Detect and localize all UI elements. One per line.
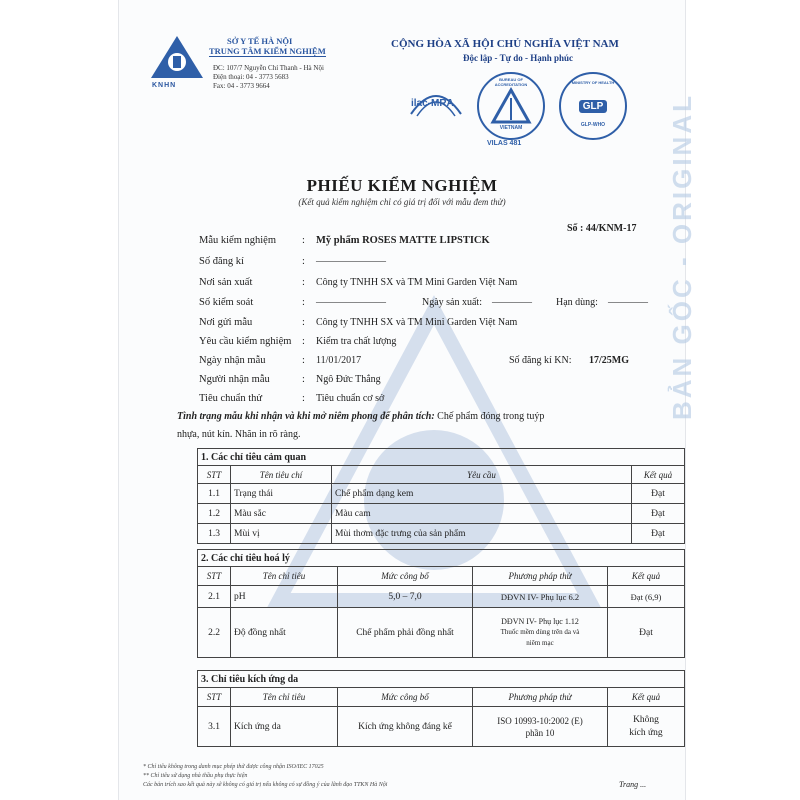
org-phone: Điện thoại: 04 - 3773 5683 (213, 73, 289, 81)
field-value: Mỹ phẩm ROSES MATTE LIPSTICK (316, 235, 490, 246)
page-title: PHIẾU KIỂM NGHIỆM (306, 176, 498, 195)
field-value: ——————— (316, 297, 386, 308)
cell-result: Đạt (632, 484, 685, 504)
field-colon: : (302, 355, 305, 366)
table-header: Kết quả (632, 466, 685, 484)
cell-result: Đạt (6,9) (608, 586, 685, 608)
table-row (198, 608, 685, 658)
cell-result: Đạt (632, 504, 685, 524)
table-row (198, 586, 685, 608)
table-header: STT (198, 567, 231, 586)
table-row (198, 707, 685, 747)
table-header: Tên chỉ tiêu (231, 688, 338, 707)
table-header: Tên tiêu chí (231, 466, 332, 484)
cell-method (473, 707, 608, 747)
field-colon: : (302, 393, 305, 404)
org-fax: Fax: 04 - 3773 9664 (213, 82, 270, 90)
field-value: Công ty TNHH SX và TM Mini Garden Việt Nam (316, 277, 518, 288)
table-header: Mức công bố (338, 567, 473, 586)
cell-requirement: Mùi thơm đặc trưng của sản phẩm (332, 524, 632, 544)
glp-label: GLP (579, 100, 608, 113)
glp-inner-label: GLP-WHO (580, 122, 606, 128)
condition-text2: nhựa, nút kín. Nhãn in rõ ràng. (177, 429, 301, 440)
section2-title: 2. Các chỉ tiêu hoá lý (198, 550, 685, 567)
section1-title: 1. Các chỉ tiêu cảm quan (198, 449, 685, 466)
field-value: Tiêu chuẩn cơ sở (316, 393, 385, 404)
org-line1: SỞ Y TẾ HÀ NỘI (227, 36, 293, 46)
field-value: Công ty TNHH SX và TM Mini Garden Việt Nam (316, 317, 518, 328)
field-colon: : (302, 317, 305, 328)
table-header: Phương pháp thử (473, 688, 608, 707)
section3-table (197, 670, 685, 747)
cell-name: Màu sắc (231, 504, 332, 524)
field-value: 11/01/2017 (316, 355, 362, 366)
table-row (198, 504, 685, 524)
field-label: Nơi gửi mẫu (199, 317, 253, 328)
glp-seal (559, 72, 627, 140)
cell-level: Kích ứng không đáng kể (338, 707, 473, 747)
table-header: Kết quả (608, 567, 685, 586)
method-line: DĐVN IV- Phụ lục 1.12 (501, 617, 579, 626)
cell-stt: 3.1 (198, 707, 231, 747)
method-line: Thuốc mềm dùng trên da và (500, 628, 580, 636)
cell-stt: 2.1 (198, 586, 231, 608)
boa-inner-label: VIETNAM (499, 125, 523, 131)
field-colon: : (302, 297, 305, 308)
condition-text1: Chế phẩm đóng trong tuýp (437, 411, 545, 422)
condition-line1 (177, 411, 544, 422)
cell-requirement: Chế phẩm dạng kem (332, 484, 632, 504)
cell-level: Chế phẩm phải đồng nhất (338, 608, 473, 658)
page-label: Trang ... (619, 780, 647, 789)
cell-level: 5,0 – 7,0 (338, 586, 473, 608)
cell-stt: 1.1 (198, 484, 231, 504)
cell-result (608, 707, 685, 747)
cell-stt: 2.2 (198, 608, 231, 658)
watermark-text: BẢN GỐC - ORIGINAL (667, 93, 697, 420)
footnote: ** Chỉ tiêu sử dụng nhà thầu phụ thực hiện (143, 773, 248, 779)
footnote: * Chỉ tiêu không trong danh mục phép thử được công nhận ISO/IEC 17025 (143, 764, 324, 770)
cell-stt: 1.3 (198, 524, 231, 544)
field-value: Kiểm tra chất lượng (316, 336, 397, 347)
national-title: CỘNG HÒA XÃ HỘI CHỦ NGHĨA VIỆT NAM (391, 38, 619, 50)
cell-requirement: Màu cam (332, 504, 632, 524)
knhn-logo-icon (149, 34, 205, 89)
section3-title: 3. Chỉ tiêu kích ứng da (198, 671, 685, 688)
field-label: Yêu cầu kiểm nghiệm (199, 336, 292, 347)
section1-table (197, 448, 685, 544)
expiry-label: Hạn dùng: (556, 297, 598, 308)
mfg-date-value: ———— (492, 297, 532, 308)
cell-name: Mùi vị (231, 524, 332, 544)
national-motto: Độc lập - Tự do - Hạnh phúc (463, 53, 574, 63)
mfg-date-label: Ngày sản xuất: (422, 297, 482, 308)
logo-caption: KNHN (152, 82, 177, 89)
boa-outer-label: BUREAU OF ACCREDITATION (494, 77, 528, 87)
table-header: STT (198, 688, 231, 707)
table-row (198, 524, 685, 544)
field-label: Số đăng kí (199, 256, 244, 267)
ilac-mra-seal (405, 84, 467, 128)
result-line: Không (633, 714, 659, 725)
boa-triangle-icon (491, 88, 531, 124)
cell-result: Đạt (608, 608, 685, 658)
table-header: Phương pháp thử (473, 567, 608, 586)
table-row (198, 484, 685, 504)
table-header: Kết quả (608, 688, 685, 707)
field-colon: : (302, 336, 305, 347)
field-label: Số kiểm soát (199, 297, 254, 308)
org-line2: TRUNG TÂM KIỂM NGHIỆM (209, 46, 326, 56)
field-label: Ngày nhận mẫu (199, 355, 266, 366)
field-label: Nơi sản xuất (199, 277, 253, 288)
field-colon: : (302, 374, 305, 385)
method-line: ISO 10993-10:2002 (E) (497, 715, 583, 726)
expiry-value: ———— (608, 297, 648, 308)
table-header: STT (198, 466, 231, 484)
table-header: Yêu cầu (332, 466, 632, 484)
glp-outer-label: MINISTRY OF HEALTH (571, 80, 615, 85)
reg-kn-value: 17/25MG (589, 355, 629, 366)
table-header: Tên chỉ tiêu (231, 567, 338, 586)
result-line: kích ứng (629, 727, 663, 738)
page-subtitle: (Kết quả kiểm nghiệm chỉ có giá trị đối với mẫu đem thử) (298, 197, 506, 207)
reg-kn-label: Số đăng kí KN: (509, 355, 572, 366)
doc-number: Số : 44/KNM-17 (567, 223, 637, 234)
cell-name: Kích ứng da (231, 707, 338, 747)
field-colon: : (302, 256, 305, 267)
field-label: Tiêu chuẩn thử (199, 393, 263, 404)
field-label: Mẫu kiểm nghiệm (199, 235, 276, 246)
cell-method (473, 608, 608, 658)
ilac-label: ilac-MRA (411, 98, 454, 109)
method-line: niêm mạc (526, 639, 554, 647)
condition-label: Tình trạng mẫu khi nhận và khi mở niêm phong để phân tích: (177, 411, 435, 422)
footnote: Các bản trích sao kết quả này sẽ không có giá trị nếu không có sự đồng ý của lãnh đạo TTKN Hà Nội (143, 782, 388, 788)
cell-result: Đạt (632, 524, 685, 544)
org-address: ĐC: 107/7 Nguyễn Chí Thanh - Hà Nội (213, 64, 324, 72)
cell-stt: 1.2 (198, 504, 231, 524)
document-page (118, 0, 697, 800)
section2-table (197, 549, 685, 658)
field-colon: : (302, 277, 305, 288)
method-line: phần 10 (525, 727, 555, 738)
field-value: ——————— (316, 256, 386, 267)
cell-name: Trạng thái (231, 484, 332, 504)
field-colon: : (302, 235, 305, 246)
cell-name: pH (231, 586, 338, 608)
boa-seal (477, 72, 545, 140)
field-label: Người nhận mẫu (199, 374, 270, 385)
cell-name: Độ đồng nhất (231, 608, 338, 658)
vilas-label: VILAS 481 (487, 140, 522, 147)
table-header: Mức công bố (338, 688, 473, 707)
cell-method: DĐVN IV- Phụ lục 6.2 (473, 586, 608, 608)
field-value: Ngô Đức Thắng (316, 374, 381, 385)
